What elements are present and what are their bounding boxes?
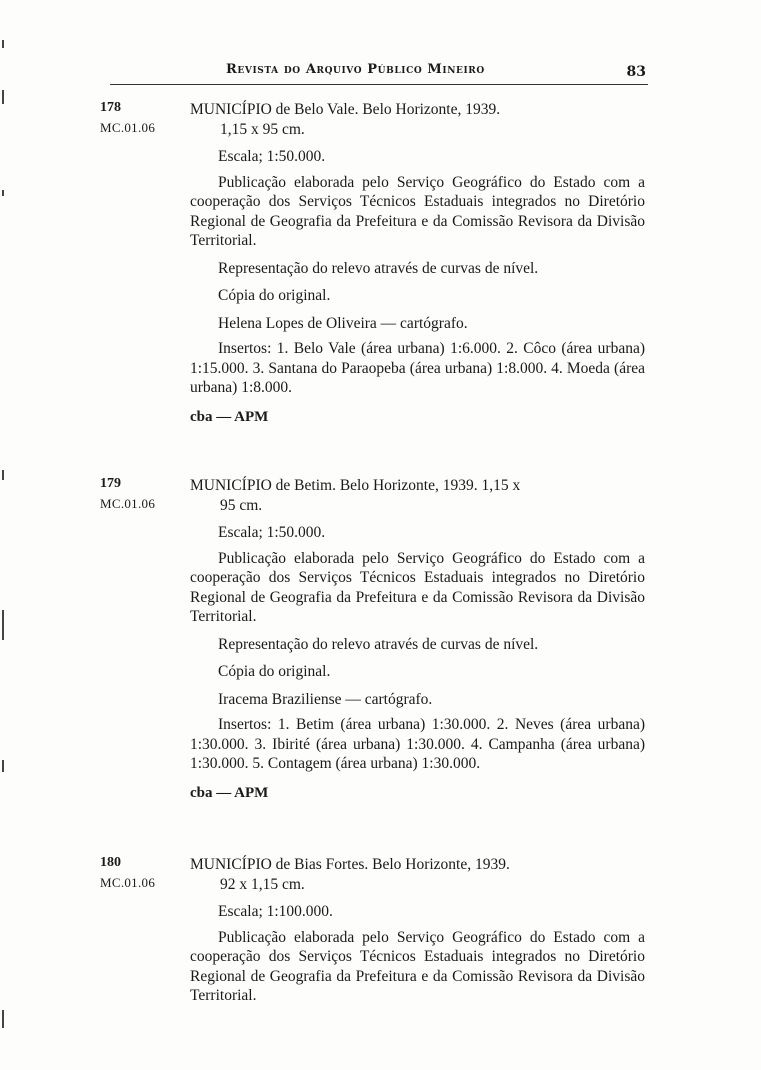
entry-copy: Cópia do original. <box>218 287 331 304</box>
entry-body <box>190 100 645 427</box>
entry-publication: Publicação elaborada pelo Serviço Geográfico do Estado com a cooperação dos Serviços Técnicos Estaduais integrados no Diretório Regional de Geografia da Prefeitura e da Comissão Revisora da Divisão Territorial. <box>190 173 645 249</box>
entry-title <box>190 476 645 515</box>
entry-scale: Escala; 1:100.000. <box>218 903 333 920</box>
entry-relief: Representação do relevo através de curvas de nível. <box>218 635 539 653</box>
entry-title-main: MUNICÍPIO de Betim. Belo Horizonte, 1939. 1,15 x <box>190 477 521 494</box>
entry-scale: Escala; 1:50.000. <box>218 524 326 541</box>
entry-title <box>190 855 645 894</box>
entry-insets: Insertos: 1. Betim (área urbana) 1:30.000. 2. Neves (área urbana) 1:30.000. 3. Ibirité (área urbana) 1:30.000. 4. Campanha (área urbana) 1:30.000. 5. Contagem (área urbana) 1:30.000. <box>190 716 645 772</box>
entry-publication: Publicação elaborada pelo Serviço Geográfico do Estado com a cooperação dos Serviços Técnicos Estaduais integrados no Diretório Regional de Geografia da Prefeitura e da Comissão Revisora da Divisão Territorial. <box>190 549 645 625</box>
entry-cartographer: Iracema Braziliense — cartógrafo. <box>218 690 433 708</box>
entry-dimensions: 95 cm. <box>220 496 263 514</box>
entry-title-main: MUNICÍPIO de Bias Fortes. Belo Horizonte, 1939. <box>190 856 510 873</box>
entry-title <box>190 100 645 139</box>
entry-relief: Representação do relevo através de curvas de nível. <box>218 259 539 277</box>
entry-number: 178 <box>100 100 121 115</box>
entry-cartographer: Helena Lopes de Oliveira — cartógrafo. <box>218 314 468 332</box>
entry-number: 179 <box>100 476 121 491</box>
journal-title: Revista do Arquivo Público Mineiro <box>226 62 485 77</box>
entry-number: 180 <box>100 855 121 870</box>
running-header <box>110 62 648 84</box>
entry-dimensions: 92 x 1,15 cm. <box>220 875 305 893</box>
entry-insets: Insertos: 1. Belo Vale (área urbana) 1:6.000. 2. Côco (área urbana) 1:15.000. 3. Santana do Paraopeba (área urbana) 1:8.000. 4. Moeda (área urbana) 1:8.000. <box>190 340 645 396</box>
entry-title-main: MUNICÍPIO de Belo Vale. Belo Horizonte, 1939. <box>190 101 501 118</box>
entry-body <box>190 476 645 803</box>
entry-code: MC.01.06 <box>100 496 156 511</box>
scan-edge-marks <box>0 0 6 1070</box>
entry-code: MC.01.06 <box>100 875 156 890</box>
entry-copy: Cópia do original. <box>218 663 331 680</box>
entry-code: MC.01.06 <box>100 120 156 135</box>
header-rule <box>110 84 648 85</box>
entry-body <box>190 855 645 1006</box>
entry-dimensions: 1,15 x 95 cm. <box>220 120 305 138</box>
page-number: 83 <box>626 64 646 80</box>
entry-publication: Publicação elaborada pelo Serviço Geográfico do Estado com a cooperação dos Serviços Técnicos Estaduais integrados no Diretório Regional de Geografia da Prefeitura e da Comissão Revisora da Divisão Territorial. <box>190 928 645 1004</box>
entry-source: cba — APM <box>190 408 269 425</box>
entry-source: cba — APM <box>190 784 269 801</box>
entry-scale: Escala; 1:50.000. <box>218 148 326 165</box>
